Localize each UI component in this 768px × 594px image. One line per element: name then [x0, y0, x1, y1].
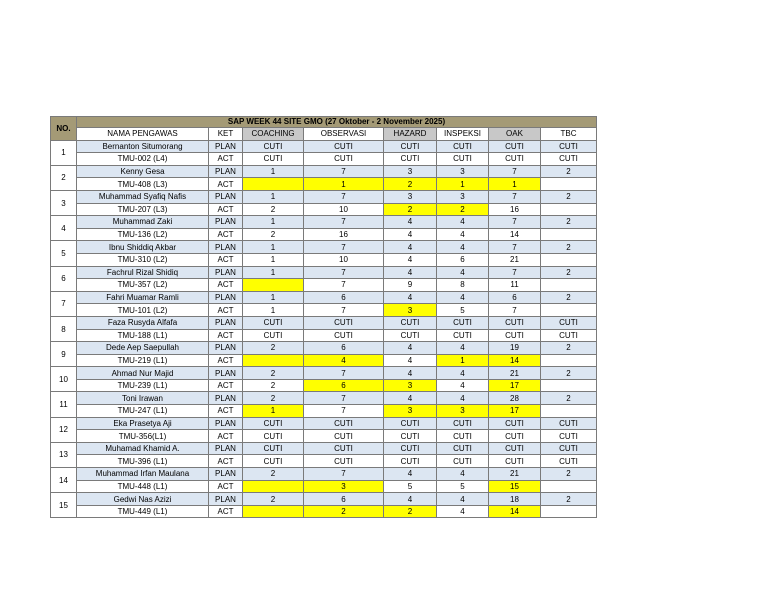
- act-value-cell: 3: [384, 405, 437, 418]
- act-value-cell: 8: [437, 279, 489, 292]
- row-number: 12: [51, 417, 77, 442]
- plan-value-cell: 21: [489, 468, 541, 481]
- act-value-cell: [541, 228, 597, 241]
- act-value-cell: 4: [384, 253, 437, 266]
- table-row: [51, 392, 597, 405]
- act-value-cell: 16: [489, 203, 541, 216]
- table-row: [51, 266, 597, 279]
- plan-value-cell: 4: [384, 367, 437, 380]
- act-value-cell: 2: [384, 203, 437, 216]
- act-value-cell: 1: [489, 178, 541, 191]
- supervisor-code: TMU-101 (L2): [77, 304, 209, 317]
- header-hazard: HAZARD: [384, 128, 437, 141]
- act-value-cell: CUTI: [541, 430, 597, 443]
- act-value-cell: CUTI: [304, 329, 384, 342]
- row-number: 7: [51, 291, 77, 316]
- act-value-cell: 5: [437, 480, 489, 493]
- plan-value-cell: 4: [384, 342, 437, 355]
- ket-plan: PLAN: [209, 190, 243, 203]
- plan-value-cell: 2: [541, 493, 597, 506]
- act-value-cell: [541, 253, 597, 266]
- table-row: [51, 203, 597, 216]
- act-value-cell: 10: [304, 253, 384, 266]
- row-number: 6: [51, 266, 77, 291]
- supervisor-name: Fahri Muamar Ramli: [77, 291, 209, 304]
- act-value-cell: CUTI: [243, 430, 304, 443]
- header-ket: KET: [209, 128, 243, 141]
- supervisor-code: TMU-448 (L1): [77, 480, 209, 493]
- ket-act: ACT: [209, 480, 243, 493]
- act-value-cell: CUTI: [437, 455, 489, 468]
- ket-act: ACT: [209, 505, 243, 518]
- plan-value-cell: CUTI: [437, 417, 489, 430]
- plan-value-cell: 6: [489, 291, 541, 304]
- plan-value-cell: 6: [304, 342, 384, 355]
- ket-act: ACT: [209, 153, 243, 166]
- act-value-cell: 14: [489, 228, 541, 241]
- act-value-cell: 21: [489, 253, 541, 266]
- act-value-cell: 1: [437, 178, 489, 191]
- ket-act: ACT: [209, 430, 243, 443]
- act-value-cell: 7: [304, 279, 384, 292]
- act-value-cell: 1: [437, 354, 489, 367]
- act-value-cell: CUTI: [541, 329, 597, 342]
- row-number: 10: [51, 367, 77, 392]
- act-value-cell: 15: [489, 480, 541, 493]
- act-value-cell: 2: [243, 228, 304, 241]
- plan-value-cell: 7: [304, 266, 384, 279]
- act-value-cell: 3: [384, 304, 437, 317]
- plan-value-cell: 28: [489, 392, 541, 405]
- act-value-cell: 4: [384, 354, 437, 367]
- plan-value-cell: 2: [243, 392, 304, 405]
- plan-value-cell: 2: [243, 367, 304, 380]
- plan-value-cell: CUTI: [384, 316, 437, 329]
- act-value-cell: 6: [304, 379, 384, 392]
- act-value-cell: 14: [489, 505, 541, 518]
- act-value-cell: 5: [437, 304, 489, 317]
- supervisor-code: TMU-449 (L1): [77, 505, 209, 518]
- plan-value-cell: CUTI: [437, 140, 489, 153]
- plan-value-cell: 2: [541, 190, 597, 203]
- act-value-cell: 2: [437, 203, 489, 216]
- act-value-cell: [541, 505, 597, 518]
- plan-value-cell: CUTI: [384, 417, 437, 430]
- plan-value-cell: 2: [541, 216, 597, 229]
- supervisor-name: Fachrul Rizal Shidiq: [77, 266, 209, 279]
- plan-value-cell: 7: [304, 367, 384, 380]
- plan-value-cell: 4: [384, 266, 437, 279]
- act-value-cell: CUTI: [243, 455, 304, 468]
- ket-act: ACT: [209, 279, 243, 292]
- act-value-cell: 4: [437, 228, 489, 241]
- act-value-cell: 17: [489, 405, 541, 418]
- act-value-cell: CUTI: [489, 329, 541, 342]
- supervisor-code: TMU-207 (L3): [77, 203, 209, 216]
- act-value-cell: 1: [243, 253, 304, 266]
- act-value-cell: 7: [304, 304, 384, 317]
- supervisor-code: TMU-188 (L1): [77, 329, 209, 342]
- table-row: [51, 140, 597, 153]
- supervisor-name: Gedwi Nas Azizi: [77, 493, 209, 506]
- act-value-cell: CUTI: [437, 153, 489, 166]
- plan-value-cell: 2: [541, 342, 597, 355]
- act-value-cell: 7: [304, 405, 384, 418]
- table-row: [51, 455, 597, 468]
- supervisor-name: Bernanton Situmorang: [77, 140, 209, 153]
- table-row: [51, 417, 597, 430]
- plan-value-cell: 3: [437, 190, 489, 203]
- act-value-cell: 5: [384, 480, 437, 493]
- ket-plan: PLAN: [209, 493, 243, 506]
- ket-act: ACT: [209, 228, 243, 241]
- plan-value-cell: 4: [384, 216, 437, 229]
- supervisor-code: TMU-002 (L4): [77, 153, 209, 166]
- plan-value-cell: CUTI: [489, 442, 541, 455]
- act-value-cell: CUTI: [384, 153, 437, 166]
- row-number: 9: [51, 342, 77, 367]
- plan-value-cell: 1: [243, 291, 304, 304]
- ket-act: ACT: [209, 329, 243, 342]
- act-value-cell: CUTI: [243, 153, 304, 166]
- act-value-cell: 1: [243, 405, 304, 418]
- header-nama: NAMA PENGAWAS: [77, 128, 209, 141]
- act-value-cell: 4: [384, 228, 437, 241]
- plan-value-cell: 6: [304, 493, 384, 506]
- act-value-cell: 3: [304, 480, 384, 493]
- plan-value-cell: CUTI: [437, 316, 489, 329]
- header-coaching: COACHING: [243, 128, 304, 141]
- plan-value-cell: CUTI: [304, 417, 384, 430]
- table-row: [51, 442, 597, 455]
- ket-act: ACT: [209, 178, 243, 191]
- act-value-cell: 4: [437, 379, 489, 392]
- plan-value-cell: 7: [489, 241, 541, 254]
- plan-value-cell: 2: [541, 468, 597, 481]
- plan-value-cell: CUTI: [541, 140, 597, 153]
- supervisor-code: TMU-247 (L1): [77, 405, 209, 418]
- row-number: 1: [51, 140, 77, 165]
- table-row: [51, 304, 597, 317]
- ket-plan: PLAN: [209, 367, 243, 380]
- row-number: 8: [51, 316, 77, 341]
- supervisor-code: TMU-357 (L2): [77, 279, 209, 292]
- plan-value-cell: 2: [541, 291, 597, 304]
- act-value-cell: 3: [437, 405, 489, 418]
- plan-value-cell: 7: [304, 241, 384, 254]
- ket-plan: PLAN: [209, 392, 243, 405]
- ket-act: ACT: [209, 405, 243, 418]
- act-value-cell: [243, 279, 304, 292]
- act-value-cell: CUTI: [437, 430, 489, 443]
- ket-plan: PLAN: [209, 140, 243, 153]
- ket-act: ACT: [209, 304, 243, 317]
- ket-plan: PLAN: [209, 165, 243, 178]
- act-value-cell: 10: [304, 203, 384, 216]
- plan-value-cell: 4: [437, 493, 489, 506]
- header-oak: OAK: [489, 128, 541, 141]
- act-value-cell: 17: [489, 379, 541, 392]
- plan-value-cell: 4: [384, 468, 437, 481]
- plan-value-cell: 1: [243, 190, 304, 203]
- supervisor-name: Muhammad Irfan Maulana: [77, 468, 209, 481]
- plan-value-cell: 4: [437, 266, 489, 279]
- plan-value-cell: 2: [541, 367, 597, 380]
- plan-value-cell: 7: [304, 392, 384, 405]
- act-value-cell: 2: [243, 379, 304, 392]
- act-value-cell: 7: [489, 304, 541, 317]
- sap-week-table: [50, 116, 597, 518]
- plan-value-cell: CUTI: [384, 140, 437, 153]
- table-row: [51, 178, 597, 191]
- plan-value-cell: 7: [489, 216, 541, 229]
- table-row: [51, 153, 597, 166]
- table-row: [51, 329, 597, 342]
- plan-value-cell: CUTI: [489, 316, 541, 329]
- act-value-cell: 1: [304, 178, 384, 191]
- ket-plan: PLAN: [209, 442, 243, 455]
- plan-value-cell: 7: [489, 165, 541, 178]
- plan-value-cell: 7: [304, 165, 384, 178]
- header-inspeksi: INSPEKSI: [437, 128, 489, 141]
- act-value-cell: 2: [384, 178, 437, 191]
- act-value-cell: [243, 505, 304, 518]
- act-value-cell: CUTI: [541, 455, 597, 468]
- act-value-cell: [541, 178, 597, 191]
- supervisor-name: Dede Aep Saepullah: [77, 342, 209, 355]
- act-value-cell: [243, 178, 304, 191]
- table-title: SAP WEEK 44 SITE GMO (27 Oktober - 2 November 2025): [77, 117, 597, 128]
- table-row: [51, 480, 597, 493]
- plan-value-cell: 1: [243, 216, 304, 229]
- plan-value-cell: 4: [384, 241, 437, 254]
- header-observasi: OBSERVASI: [304, 128, 384, 141]
- row-number: 14: [51, 468, 77, 493]
- plan-value-cell: CUTI: [541, 442, 597, 455]
- table-row: [51, 228, 597, 241]
- plan-value-cell: CUTI: [489, 417, 541, 430]
- plan-value-cell: 1: [243, 266, 304, 279]
- act-value-cell: 14: [489, 354, 541, 367]
- act-value-cell: [243, 354, 304, 367]
- plan-value-cell: 4: [384, 392, 437, 405]
- ket-act: ACT: [209, 455, 243, 468]
- plan-value-cell: 2: [541, 165, 597, 178]
- act-value-cell: [541, 379, 597, 392]
- supervisor-name: Faza Rusyda Alfafa: [77, 316, 209, 329]
- row-number: 4: [51, 216, 77, 241]
- plan-value-cell: 1: [243, 241, 304, 254]
- table-row: [51, 253, 597, 266]
- row-number: 3: [51, 190, 77, 215]
- plan-value-cell: CUTI: [243, 417, 304, 430]
- ket-act: ACT: [209, 354, 243, 367]
- act-value-cell: CUTI: [489, 455, 541, 468]
- row-number: 13: [51, 442, 77, 467]
- table-row: [51, 354, 597, 367]
- table-row: [51, 165, 597, 178]
- act-value-cell: 11: [489, 279, 541, 292]
- supervisor-code: TMU-219 (L1): [77, 354, 209, 367]
- act-value-cell: 4: [304, 354, 384, 367]
- plan-value-cell: CUTI: [243, 140, 304, 153]
- plan-value-cell: 2: [243, 493, 304, 506]
- plan-value-cell: 4: [384, 493, 437, 506]
- table-row: [51, 468, 597, 481]
- plan-value-cell: 4: [437, 241, 489, 254]
- act-value-cell: CUTI: [541, 153, 597, 166]
- table-row: [51, 279, 597, 292]
- ket-plan: PLAN: [209, 241, 243, 254]
- ket-act: ACT: [209, 203, 243, 216]
- table-row: [51, 291, 597, 304]
- plan-value-cell: 1: [243, 165, 304, 178]
- plan-value-cell: 6: [304, 291, 384, 304]
- act-value-cell: 9: [384, 279, 437, 292]
- act-value-cell: [541, 279, 597, 292]
- supervisor-name: Eka Prasetya Aji: [77, 417, 209, 430]
- act-value-cell: 2: [384, 505, 437, 518]
- act-value-cell: 3: [384, 379, 437, 392]
- plan-value-cell: 4: [437, 342, 489, 355]
- plan-value-cell: 7: [304, 468, 384, 481]
- supervisor-name: Muhamad Khamid A.: [77, 442, 209, 455]
- act-value-cell: 1: [243, 304, 304, 317]
- ket-plan: PLAN: [209, 266, 243, 279]
- act-value-cell: CUTI: [384, 430, 437, 443]
- act-value-cell: 2: [304, 505, 384, 518]
- act-value-cell: [541, 354, 597, 367]
- act-value-cell: CUTI: [489, 430, 541, 443]
- ket-act: ACT: [209, 379, 243, 392]
- table-row: [51, 241, 597, 254]
- plan-value-cell: CUTI: [304, 316, 384, 329]
- ket-plan: PLAN: [209, 216, 243, 229]
- row-number: 2: [51, 165, 77, 190]
- plan-value-cell: 21: [489, 367, 541, 380]
- plan-value-cell: 4: [437, 392, 489, 405]
- act-value-cell: CUTI: [384, 329, 437, 342]
- act-value-cell: CUTI: [304, 455, 384, 468]
- act-value-cell: CUTI: [304, 153, 384, 166]
- table-row: [51, 367, 597, 380]
- plan-value-cell: 2: [541, 266, 597, 279]
- plan-value-cell: CUTI: [541, 417, 597, 430]
- row-number: 5: [51, 241, 77, 266]
- plan-value-cell: 4: [437, 468, 489, 481]
- act-value-cell: CUTI: [437, 329, 489, 342]
- supervisor-code: TMU-408 (L3): [77, 178, 209, 191]
- table-row: [51, 316, 597, 329]
- row-number: 15: [51, 493, 77, 518]
- supervisor-code: TMU-356(L1): [77, 430, 209, 443]
- ket-plan: PLAN: [209, 342, 243, 355]
- supervisor-code: TMU-396 (L1): [77, 455, 209, 468]
- plan-value-cell: 18: [489, 493, 541, 506]
- plan-value-cell: 2: [541, 241, 597, 254]
- supervisor-name: Muhammad Syafiq Nafis: [77, 190, 209, 203]
- plan-value-cell: 2: [541, 392, 597, 405]
- act-value-cell: [541, 203, 597, 216]
- act-value-cell: 16: [304, 228, 384, 241]
- plan-value-cell: CUTI: [304, 442, 384, 455]
- ket-plan: PLAN: [209, 291, 243, 304]
- ket-plan: PLAN: [209, 417, 243, 430]
- table-row: [51, 505, 597, 518]
- plan-value-cell: 7: [489, 266, 541, 279]
- supervisor-code: TMU-310 (L2): [77, 253, 209, 266]
- plan-value-cell: 4: [437, 216, 489, 229]
- plan-value-cell: CUTI: [304, 140, 384, 153]
- table-row: [51, 430, 597, 443]
- supervisor-name: Muhammad Zaki: [77, 216, 209, 229]
- header-tbc: TBC: [541, 128, 597, 141]
- act-value-cell: CUTI: [384, 455, 437, 468]
- supervisor-name: Toni Irawan: [77, 392, 209, 405]
- supervisor-code: TMU-136 (L2): [77, 228, 209, 241]
- plan-value-cell: 4: [437, 291, 489, 304]
- act-value-cell: [541, 304, 597, 317]
- act-value-cell: CUTI: [489, 153, 541, 166]
- plan-value-cell: 4: [437, 367, 489, 380]
- ket-plan: PLAN: [209, 316, 243, 329]
- table-row: [51, 405, 597, 418]
- act-value-cell: 4: [437, 505, 489, 518]
- act-value-cell: 6: [437, 253, 489, 266]
- table-row: [51, 493, 597, 506]
- plan-value-cell: 3: [384, 190, 437, 203]
- plan-value-cell: 2: [243, 468, 304, 481]
- table-row: [51, 216, 597, 229]
- table-body: [51, 140, 597, 518]
- plan-value-cell: 3: [384, 165, 437, 178]
- plan-value-cell: 7: [304, 190, 384, 203]
- table-row: [51, 342, 597, 355]
- plan-value-cell: 4: [384, 291, 437, 304]
- plan-value-cell: 7: [304, 216, 384, 229]
- plan-value-cell: CUTI: [243, 442, 304, 455]
- supervisor-code: TMU-239 (L1): [77, 379, 209, 392]
- plan-value-cell: CUTI: [384, 442, 437, 455]
- act-value-cell: [541, 480, 597, 493]
- supervisor-name: Ibnu Shiddiq Akbar: [77, 241, 209, 254]
- act-value-cell: [243, 480, 304, 493]
- plan-value-cell: CUTI: [437, 442, 489, 455]
- act-value-cell: 2: [243, 203, 304, 216]
- act-value-cell: [541, 405, 597, 418]
- plan-value-cell: CUTI: [489, 140, 541, 153]
- ket-plan: PLAN: [209, 468, 243, 481]
- plan-value-cell: CUTI: [541, 316, 597, 329]
- act-value-cell: CUTI: [304, 430, 384, 443]
- supervisor-name: Ahmad Nur Majid: [77, 367, 209, 380]
- table-row: [51, 379, 597, 392]
- table-row: [51, 190, 597, 203]
- plan-value-cell: 19: [489, 342, 541, 355]
- ket-act: ACT: [209, 253, 243, 266]
- plan-value-cell: 3: [437, 165, 489, 178]
- act-value-cell: CUTI: [243, 329, 304, 342]
- row-number: 11: [51, 392, 77, 417]
- header-no: NO.: [51, 117, 77, 141]
- plan-value-cell: 2: [243, 342, 304, 355]
- plan-value-cell: CUTI: [243, 316, 304, 329]
- plan-value-cell: 7: [489, 190, 541, 203]
- supervisor-name: Kenny Gesa: [77, 165, 209, 178]
